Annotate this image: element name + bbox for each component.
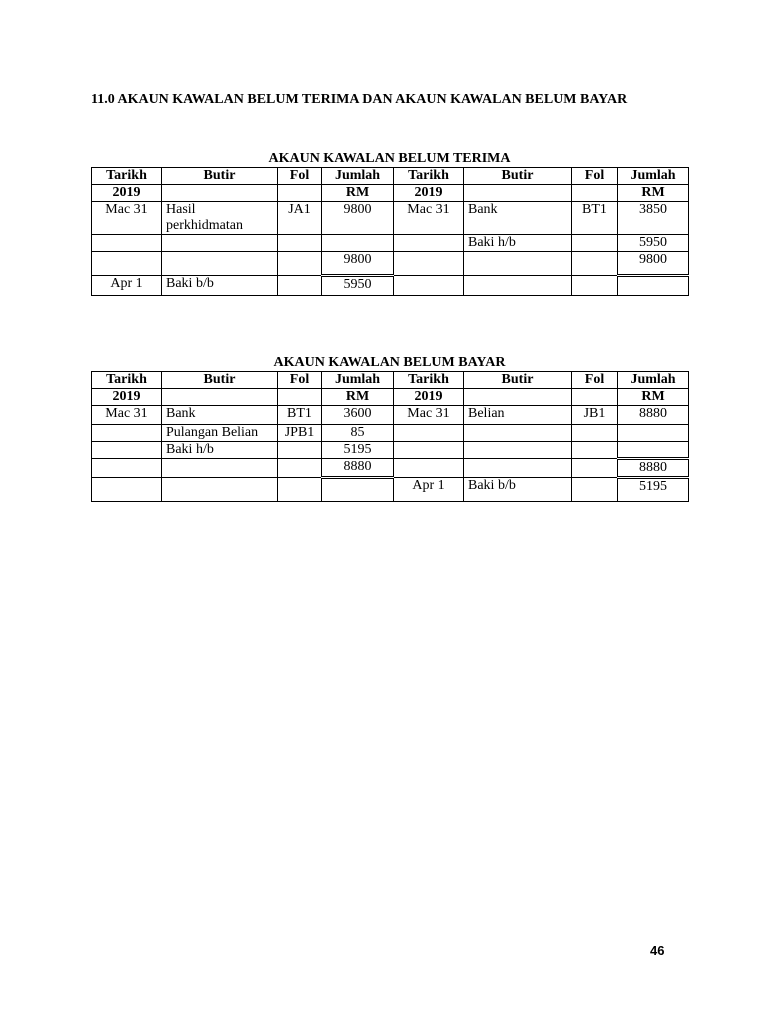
header-row	[92, 389, 689, 406]
table-row	[92, 478, 689, 502]
date-cell: Apr 1	[394, 478, 464, 502]
amount-cell	[618, 442, 689, 459]
header-tarikh: Tarikh	[394, 168, 464, 185]
particulars-cell	[464, 425, 572, 442]
particulars-cell: Baki b/b	[464, 478, 572, 502]
folio-cell	[278, 442, 322, 459]
amount-cell	[322, 235, 394, 252]
date-cell	[92, 459, 162, 478]
header-row	[92, 168, 689, 185]
header-tarikh: Tarikh	[92, 168, 162, 185]
particulars-cell	[162, 235, 278, 252]
folio-cell: JPB1	[278, 425, 322, 442]
total-cell: 9800	[618, 252, 689, 276]
date-cell	[92, 442, 162, 459]
folio-cell	[572, 478, 618, 502]
date-cell: Mac 31	[394, 406, 464, 425]
date-cell	[394, 276, 464, 296]
amount-cell	[618, 425, 689, 442]
amount-cell: 85	[322, 425, 394, 442]
header-rm: RM	[618, 389, 689, 406]
date-cell	[394, 235, 464, 252]
date-cell	[394, 425, 464, 442]
payable-table	[91, 371, 689, 502]
date-cell	[92, 235, 162, 252]
amount-cell: 5195	[618, 478, 689, 502]
particulars-cell	[162, 252, 278, 276]
header-fol: Fol	[278, 168, 322, 185]
particulars-cell	[464, 459, 572, 478]
table-row	[92, 406, 689, 425]
header-jumlah: Jumlah	[618, 168, 689, 185]
receivable-ledger	[91, 151, 688, 296]
header-rm: RM	[322, 185, 394, 202]
header-fol: Fol	[572, 168, 618, 185]
date-cell	[92, 252, 162, 276]
date-cell	[92, 478, 162, 502]
particulars-cell	[162, 459, 278, 478]
total-cell: 8880	[322, 459, 394, 478]
particulars-cell	[162, 478, 278, 502]
folio-cell	[572, 425, 618, 442]
folio-cell: JA1	[278, 202, 322, 235]
table-row	[92, 276, 689, 296]
date-cell: Mac 31	[92, 406, 162, 425]
table-row	[92, 425, 689, 442]
header-rm: RM	[618, 185, 689, 202]
folio-cell	[278, 478, 322, 502]
particulars-cell: Belian	[464, 406, 572, 425]
header-year: 2019	[92, 389, 162, 406]
header-year: 2019	[394, 185, 464, 202]
particulars-cell: Baki h/b	[464, 235, 572, 252]
particulars-cell: Baki b/b	[162, 276, 278, 296]
header-tarikh: Tarikh	[394, 372, 464, 389]
header-tarikh: Tarikh	[92, 372, 162, 389]
header-fol: Fol	[572, 372, 618, 389]
amount-cell: 3850	[618, 202, 689, 235]
folio-cell	[278, 252, 322, 276]
table-row	[92, 252, 689, 276]
amount-cell: 5195	[322, 442, 394, 459]
particulars-cell: Bank	[464, 202, 572, 235]
payable-ledger	[91, 355, 688, 502]
table-row	[92, 459, 689, 478]
date-cell: Mac 31	[92, 202, 162, 235]
folio-cell: JB1	[572, 406, 618, 425]
amount-cell: 3600	[322, 406, 394, 425]
header-jumlah: Jumlah	[322, 168, 394, 185]
folio-cell	[572, 276, 618, 296]
date-cell: Apr 1	[92, 276, 162, 296]
folio-cell: BT1	[278, 406, 322, 425]
page-heading: 11.0 AKAUN KAWALAN BELUM TERIMA DAN AKAUN KAWALAN BELUM BAYAR	[91, 92, 628, 107]
header-year: 2019	[394, 389, 464, 406]
table-row	[92, 442, 689, 459]
receivable-title: AKAUN KAWALAN BELUM TERIMA	[268, 151, 511, 166]
payable-title: AKAUN KAWALAN BELUM BAYAR	[273, 355, 506, 370]
table-row	[92, 235, 689, 252]
amount-cell: 8880	[618, 406, 689, 425]
folio-cell	[572, 252, 618, 276]
amount-cell: 5950	[322, 276, 394, 296]
amount-cell: 5950	[618, 235, 689, 252]
particulars-cell	[464, 442, 572, 459]
total-cell: 9800	[322, 252, 394, 276]
header-jumlah: Jumlah	[618, 372, 689, 389]
particulars-cell: Pulangan Belian	[162, 425, 278, 442]
folio-cell	[278, 276, 322, 296]
header-rm: RM	[322, 389, 394, 406]
amount-cell	[618, 276, 689, 296]
date-cell	[394, 442, 464, 459]
table-row	[92, 202, 689, 235]
amount-cell: 9800	[322, 202, 394, 235]
folio-cell	[572, 459, 618, 478]
particulars-cell	[464, 252, 572, 276]
date-cell	[394, 459, 464, 478]
total-cell: 8880	[618, 459, 689, 478]
date-cell	[394, 252, 464, 276]
header-jumlah: Jumlah	[322, 372, 394, 389]
folio-cell	[572, 235, 618, 252]
date-cell: Mac 31	[394, 202, 464, 235]
particulars-cell	[464, 276, 572, 296]
folio-cell: BT1	[572, 202, 618, 235]
header-row	[92, 185, 689, 202]
folio-cell	[572, 442, 618, 459]
header-butir: Butir	[464, 372, 572, 389]
page-number: 46	[650, 943, 665, 958]
folio-cell	[278, 459, 322, 478]
particulars-cell: Hasil perkhidmatan	[162, 202, 278, 235]
particulars-cell: Baki h/b	[162, 442, 278, 459]
date-cell	[92, 425, 162, 442]
folio-cell	[278, 235, 322, 252]
receivable-table	[91, 167, 689, 296]
header-year: 2019	[92, 185, 162, 202]
amount-cell	[322, 478, 394, 502]
header-fol: Fol	[278, 372, 322, 389]
header-butir: Butir	[162, 372, 278, 389]
particulars-cell: Bank	[162, 406, 278, 425]
header-row	[92, 372, 689, 389]
header-butir: Butir	[162, 168, 278, 185]
header-butir: Butir	[464, 168, 572, 185]
